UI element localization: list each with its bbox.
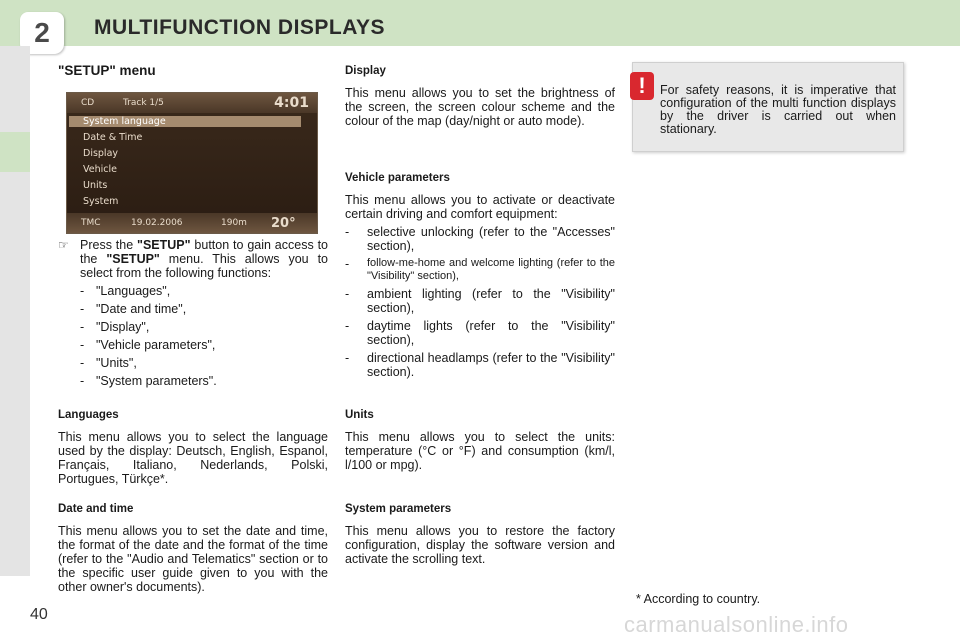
side-tab — [0, 132, 30, 172]
screen-menu-item: Vehicle — [83, 164, 117, 175]
screen-tmc: TMC — [81, 218, 101, 228]
vehicle-list — [345, 225, 615, 379]
function-list — [80, 284, 328, 388]
list-item: - "Vehicle parameters", — [80, 338, 216, 352]
section-title: System parameters — [345, 503, 452, 515]
side-strip — [0, 46, 30, 576]
languages-section — [58, 408, 328, 486]
section-title: Languages — [58, 409, 119, 421]
screen-temperature: 20° — [271, 215, 296, 231]
vehicle-section — [345, 171, 615, 379]
display-section — [345, 64, 615, 128]
section-title: Date and time — [58, 503, 134, 515]
watermark: carmanualsonline.info — [624, 612, 849, 637]
screen-track: Track 1/5 — [123, 98, 164, 108]
date-time-section — [58, 502, 328, 594]
screen-bottombar — [67, 213, 317, 233]
section-text: This menu allows you to restore the factory configuration, display the software version and activate the scrolling text. — [345, 524, 615, 566]
instruction-text: button to gain access to the — [80, 238, 328, 266]
page-title: MULTIFUNCTION DISPLAYS — [94, 16, 386, 39]
section-text: This menu allows you to select the units: temperature (°C or °F) and consumption (km/l, l/100 or mpg). — [345, 430, 615, 472]
list-item: - directional headlamps (refer to the "Visibility" section). — [345, 351, 615, 379]
page-number: 40 — [30, 606, 48, 623]
footnote: * According to country. — [636, 592, 761, 606]
pointing-hand-icon: ☞ — [58, 238, 69, 252]
screen-clock: 4:01 — [274, 95, 309, 111]
list-item: - daytime lights (refer to the "Visibility" section), — [345, 319, 615, 347]
system-section — [345, 502, 615, 566]
list-item: - ambient lighting (refer to the "Visibility" section), — [345, 287, 615, 315]
section-title: Display — [345, 65, 386, 77]
list-item: - "Languages", — [80, 284, 171, 298]
section-text: This menu allows you to select the language used by the display: Deutsch, English, Espanol, Français, Italiano, Nederlands, Polski, Portugues, Türkçe*. — [58, 430, 328, 486]
screen-topbar — [67, 93, 317, 113]
warning-icon: ! — [630, 72, 654, 100]
instruction-bold: "SETUP" — [106, 252, 160, 266]
list-item: - follow-me-home and welcome lighting (refer to the "Visibility" section), — [345, 257, 615, 282]
list-item: - "Display", — [80, 320, 150, 334]
instruction-text: Press the — [80, 238, 138, 252]
list-item: - selective unlocking (refer to the "Accesses" section), — [345, 225, 615, 253]
screen-distance: 190m — [221, 218, 247, 228]
setup-heading-block — [58, 64, 328, 78]
screen-menu-item: System language — [69, 116, 301, 127]
list-item: - "Units", — [80, 356, 137, 370]
section-text: This menu allows you to set the brightness of the screen, the screen colour scheme and the colour of the map (day/night or auto mode). — [345, 86, 615, 128]
screen-date: 19.02.2006 — [131, 218, 183, 228]
warning-text: For safety reasons, it is imperative that configuration of the multi function displays by the driver is carried out when stationary. — [660, 83, 896, 136]
section-text: This menu allows you to set the date and time, the format of the date and the format of the time (refer to the "Audio and Telematics" section or to the specific user guide given to you with the other owner's documents). — [58, 524, 328, 594]
section-title: Vehicle parameters — [345, 172, 450, 184]
screen-menu-item: Date & Time — [83, 132, 143, 143]
screen-menu-item: System — [83, 196, 119, 207]
setup-instruction — [58, 238, 328, 280]
units-section — [345, 408, 615, 472]
instruction-bold: "SETUP" — [137, 238, 191, 252]
setup-instruction-block — [58, 238, 328, 388]
list-item: - "Date and time", — [80, 302, 187, 316]
list-item: - "System parameters". — [80, 374, 217, 388]
chapter-badge: 2 — [20, 12, 64, 54]
setup-heading: "SETUP" menu — [58, 63, 156, 78]
section-title: Units — [345, 409, 374, 421]
display-screen-image — [66, 92, 318, 234]
screen-menu-item: Units — [83, 180, 108, 191]
screen-source: CD — [81, 98, 95, 108]
instruction-text: menu. This allows you to select from the following functions: — [80, 252, 328, 280]
section-text: This menu allows you to activate or deactivate certain driving and comfort equipment: — [345, 193, 615, 221]
screen-menu-item: Display — [83, 148, 119, 159]
